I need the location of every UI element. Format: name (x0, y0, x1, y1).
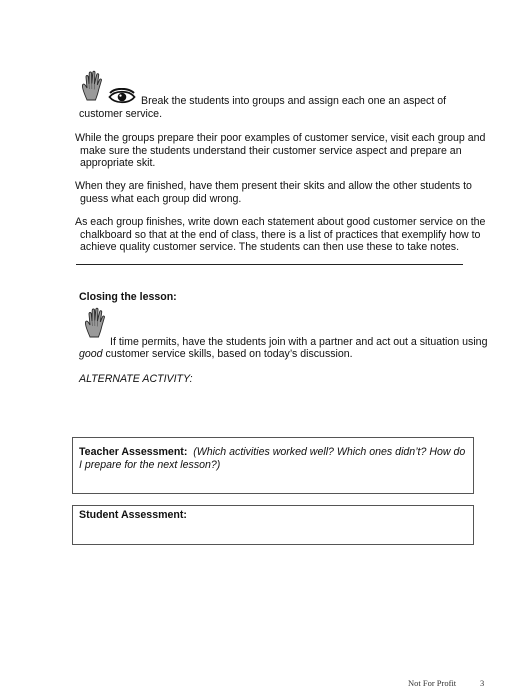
teacher-assessment-text (79, 446, 467, 471)
paragraph-visit-groups: While the groups prepare their poor examples of customer service, visit each group and make sure the students understand their customer service aspect and prepare an appropriate skit. (75, 132, 486, 169)
teacher-assessment-box[interactable] (72, 437, 474, 494)
paragraph-chalkboard: As each group finishes, write down each statement about good customer service on the chalkboard so that at the end of class, there is a list of practices that exemplify how to achieve quality customer service. The students can then use these to take notes. (75, 216, 486, 253)
intro-line-1: Break the students into groups and assign each one an aspect of (141, 95, 447, 107)
closing-line-2-rest: customer service skills, based on today’s discussion. (102, 348, 353, 360)
teacher-assessment-label: Teacher Assessment: (79, 446, 188, 458)
footer-note: Not For Profit (408, 678, 457, 688)
teacher-assessment-prompt: (Which activities worked well? Which ones didn’t? How do I prepare for the next lesson?) (79, 446, 466, 471)
eye-icon (108, 88, 136, 105)
intro-line-2: customer service. (79, 108, 163, 120)
hand-icon (81, 70, 105, 101)
hand-icon (84, 307, 108, 338)
alternate-activity-label: ALTERNATE ACTIVITY: (79, 373, 193, 385)
closing-heading: Closing the lesson: (79, 291, 177, 303)
good-emphasis: good (79, 348, 103, 360)
student-assessment-label: Student Assessment: (79, 509, 187, 521)
student-assessment-box[interactable] (72, 505, 474, 545)
closing-line-2 (79, 348, 499, 361)
page-number: 3 (480, 678, 485, 688)
closing-line-1: If time permits, have the students join with a partner and act out a situation using (110, 336, 488, 348)
section-divider (76, 264, 463, 265)
paragraph-present-skits: When they are finished, have them present their skits and allow the other students to guess what each group did wrong. (75, 180, 472, 205)
